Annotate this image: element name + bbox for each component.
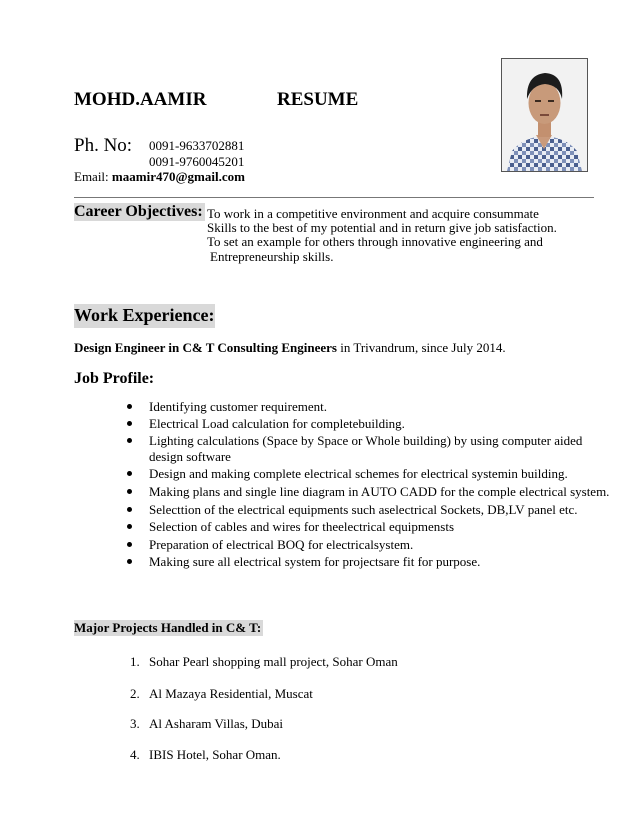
email-line — [74, 169, 245, 185]
profile-photo-image — [502, 59, 587, 171]
work-role — [74, 340, 506, 356]
list-item-text: Making plans and single line diagram in AUTO CADD for the comple electrical system. — [149, 484, 610, 499]
header-divider — [74, 197, 594, 198]
bullet-icon — [127, 489, 132, 494]
career-objective-line: Entrepreneurship skills. — [210, 249, 334, 264]
career-objective-line: Skills to the best of my potential and in return give job satisfaction. — [207, 220, 557, 235]
project-name: Sohar Pearl shopping mall project, Sohar Oman — [149, 654, 398, 669]
project-name: Al Asharam Villas, Dubai — [149, 716, 284, 731]
bullet-icon — [127, 542, 132, 547]
list-item-text: Design and making complete electrical schemes for electrical systemin building. — [149, 466, 568, 481]
project-number: 1. — [130, 654, 140, 669]
phone-number-1: 0091-9633702881 — [149, 138, 245, 153]
major-projects-heading: Major Projects Handled in C& T: — [74, 620, 262, 635]
candidate-name: MOHD.AAMIR — [74, 89, 207, 110]
bullet-icon — [127, 559, 132, 564]
list-item-text: Electrical Load calculation for completebuilding. — [149, 416, 405, 431]
work-role-details: in Trivandrum, since July 2014. — [336, 340, 506, 355]
phone-number-2: 0091-9760045201 — [149, 154, 245, 169]
project-item — [130, 747, 281, 763]
career-objective-line: To work in a competitive environment and acquire consummate — [207, 206, 539, 221]
phone-label: Ph. No: — [74, 135, 133, 156]
project-item — [130, 686, 313, 702]
bullet-icon — [127, 524, 132, 529]
job-profile-heading: Job Profile: — [74, 370, 155, 387]
bullet-icon — [127, 438, 132, 443]
list-item-text: Lighting calculations (Space by Space or Whole building) by using computer aided — [149, 433, 583, 448]
list-item-text: Selecttion of the electrical equipments such aselectrical Sockets, DB,LV panel etc. — [149, 502, 578, 517]
project-number: 3. — [130, 716, 140, 731]
bullet-icon — [127, 507, 132, 512]
career-objectives-heading: Career Objectives: — [74, 203, 203, 220]
profile-photo — [501, 58, 588, 172]
bullet-icon — [127, 471, 132, 476]
bullet-icon — [127, 404, 132, 409]
project-item — [130, 654, 398, 670]
project-number: 4. — [130, 747, 140, 762]
project-item — [130, 716, 283, 732]
list-item-text: Identifying customer requirement. — [149, 399, 327, 414]
work-experience-heading: Work Experience: — [74, 304, 215, 328]
project-number: 2. — [130, 686, 140, 701]
list-item-text: Making sure all electrical system for projectsare fit for purpose. — [149, 554, 481, 569]
list-item-text-continued: design software — [149, 449, 231, 464]
career-objective-line: To set an example for others through innovative engineering and — [207, 234, 543, 249]
email-label: Email: — [74, 169, 109, 184]
project-name: Al Mazaya Residential, Muscat — [149, 686, 313, 701]
list-item-text: Selection of cables and wires for theelectrical equipmensts — [149, 519, 455, 534]
bullet-icon — [127, 421, 132, 426]
work-role-title: Design Engineer in C& T Consulting Engineers — [74, 340, 337, 355]
project-name: IBIS Hotel, Sohar Oman. — [149, 747, 281, 762]
list-item-text: Preparation of electrical BOQ for electricalsystem. — [149, 537, 414, 552]
email-address[interactable]: maamir470@gmail.com — [111, 169, 245, 184]
document-title: RESUME — [277, 89, 359, 110]
